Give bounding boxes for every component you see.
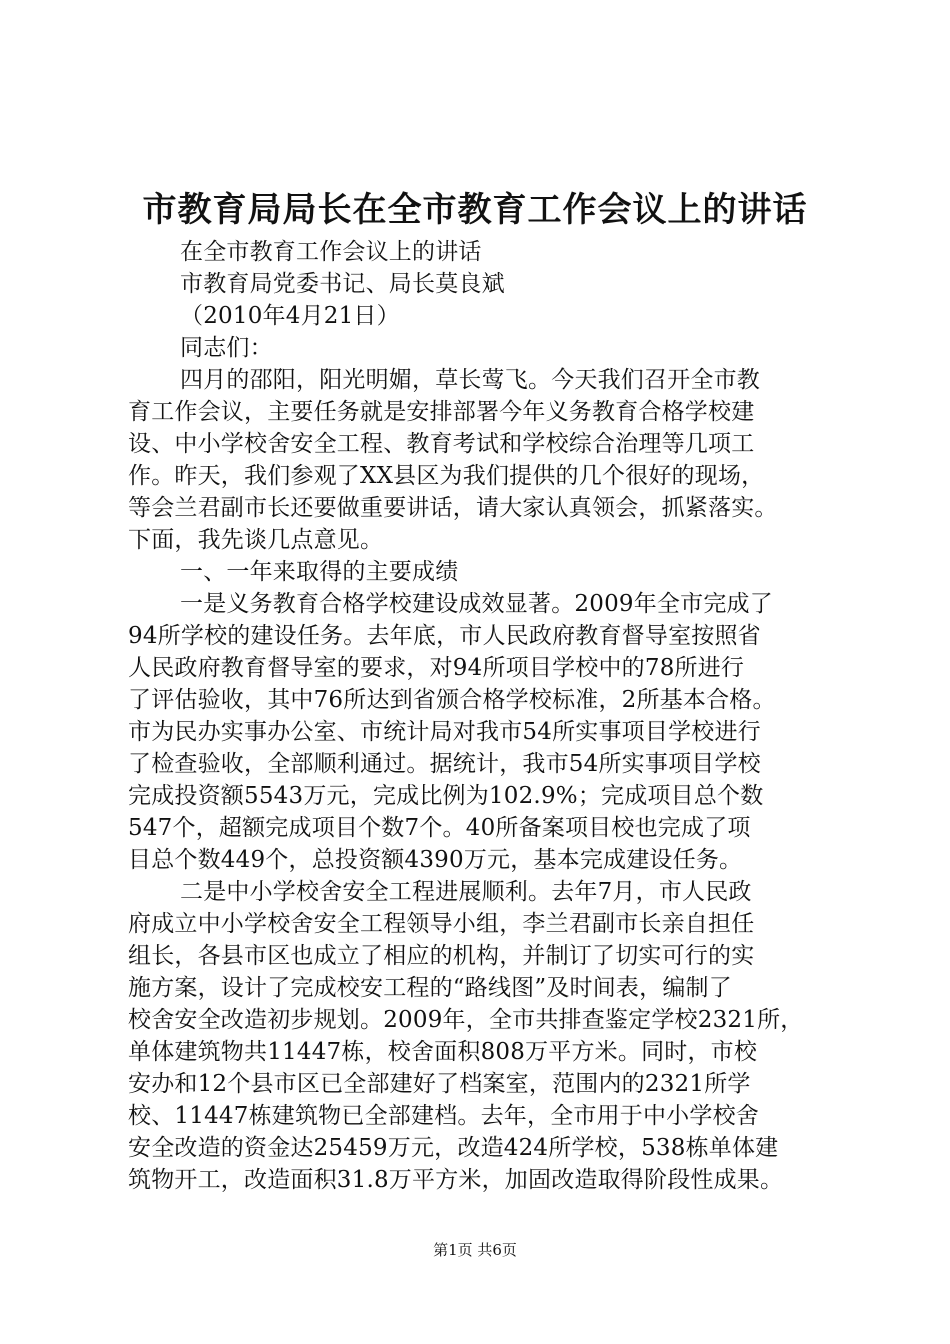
document-body <box>128 236 840 1196</box>
document-title: 市教育局局长在全市教育工作会议上的讲话 <box>142 190 808 230</box>
text-line: 校、11447栋建筑物已全部建档。去年，全市用于中小学校舍 <box>128 1103 759 1129</box>
text-line: 安全改造的资金达25459万元，改造424所学校，538栋单体建 <box>128 1135 779 1161</box>
text-line: 校舍安全改造初步规划。2009年，全市共排查鉴定学校2321所， <box>128 1007 804 1033</box>
text-line: 目总个数449个，总投资额4390万元，基本完成建设任务。 <box>128 847 743 873</box>
text-line: 在全市教育工作会议上的讲话 <box>180 239 482 265</box>
page-number: 第1页 共6页 <box>433 1241 517 1259</box>
text-line: 下面，我先谈几点意见。 <box>128 527 384 553</box>
text-line: 组长，各县市区也成立了相应的机构，并制订了切实可行的实 <box>128 943 755 969</box>
text-line: 同志们： <box>180 335 273 361</box>
text-line: 完成投资额5543万元，完成比例为102.9%；完成项目总个数 <box>128 783 764 809</box>
text-line: 四月的邵阳，阳光明媚，草长莺飞。今天我们召开全市教 <box>180 367 760 393</box>
text-line: 筑物开工，改造面积31.8万平方米，加固改造取得阶段性成果。 <box>128 1167 784 1193</box>
text-line: 人民政府教育督导室的要求，对94所项目学校中的78所进行 <box>128 655 745 681</box>
text-line: 一是义务教育合格学校建设成效显著。2009年全市完成了 <box>180 591 773 617</box>
text-line: 二是中小学校舍安全工程进展顺利。去年7月，市人民政 <box>180 879 752 905</box>
text-line: 547个，超额完成项目个数7个。40所备案项目校也完成了项 <box>128 815 751 841</box>
text-line: 一、一年来取得的主要成绩 <box>180 559 459 585</box>
text-line: 单体建筑物共11447栋，校舍面积808万平方米。同时，市校 <box>128 1039 758 1065</box>
text-line: 作。昨天，我们参观了XX县区为我们提供的几个很好的现场， <box>128 463 765 489</box>
text-line: 育工作会议，主要任务就是安排部署今年义务教育合格学校建 <box>128 399 755 425</box>
text-line: 市教育局党委书记、局长莫良斌 <box>180 271 505 297</box>
text-line: 等会兰君副市长还要做重要讲话，请大家认真领会，抓紧落实。 <box>128 495 778 521</box>
text-line: 市为民办实事办公室、市统计局对我市54所实事项目学校进行 <box>128 719 761 745</box>
text-line: 安办和12个县市区已全部建好了档案室，范围内的2321所学 <box>128 1071 751 1097</box>
text-line: 府成立中小学校舍安全工程领导小组，李兰君副市长亲自担任 <box>128 911 755 937</box>
text-line: （2010年4月21日） <box>180 303 400 329</box>
text-line: 施方案，设计了完成校安工程的“路线图”及时间表，编制了 <box>128 975 732 1001</box>
text-line: 94所学校的建设任务。去年底，市人民政府教育督导室按照省 <box>128 623 761 649</box>
text-line: 了评估验收，其中76所达到省颁合格学校标准，2所基本合格。 <box>128 687 776 713</box>
text-line: 设、中小学校舍安全工程、教育考试和学校综合治理等几项工 <box>128 431 755 457</box>
text-line: 了检查验收，全部顺利通过。据统计，我市54所实事项目学校 <box>128 751 761 777</box>
